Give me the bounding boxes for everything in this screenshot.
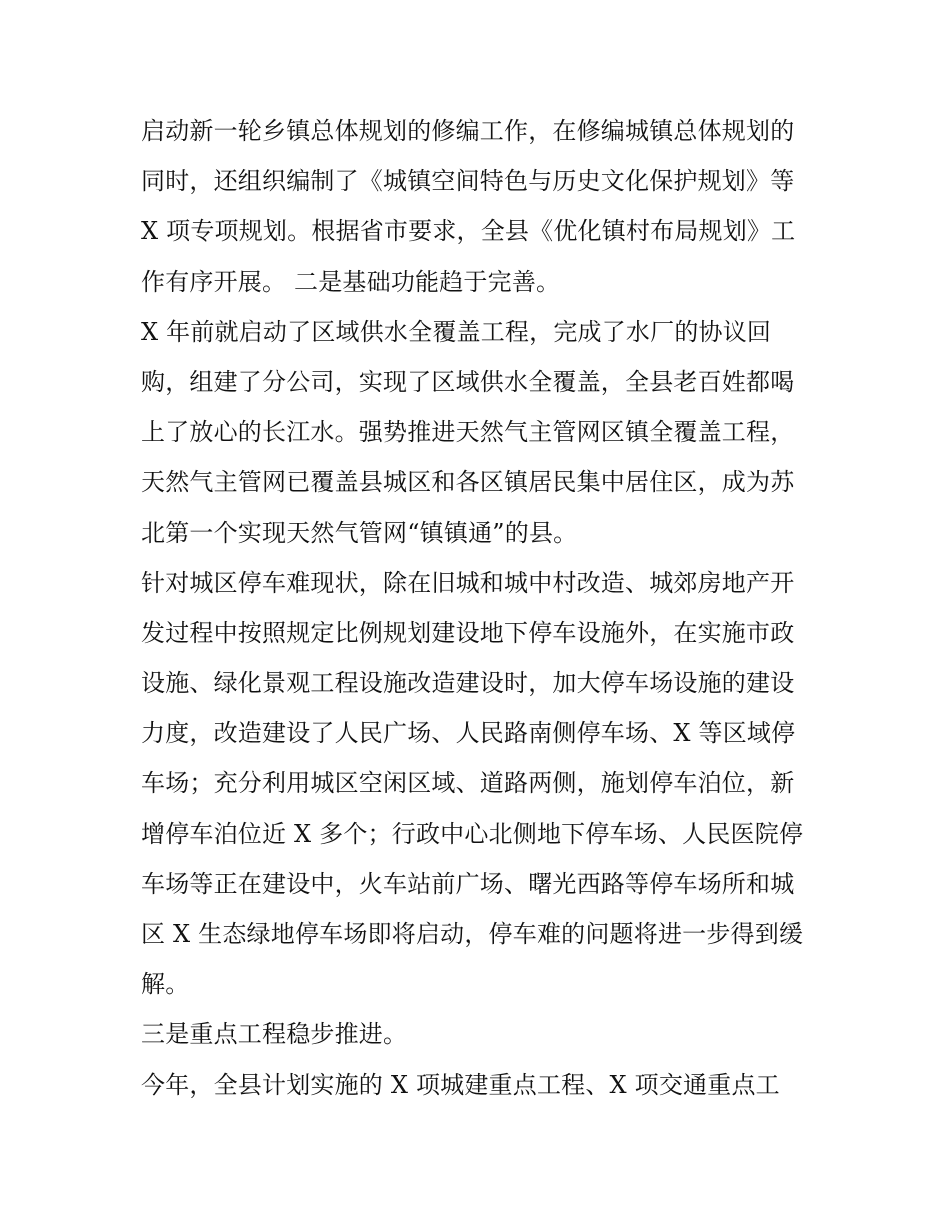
text-line: 三是重点工程稳步推进。 [141,1020,408,1049]
body-text [141,106,821,1110]
text-line: 车场；充分利用城区空闲区域、道路两侧，施划停车泊位，新 [141,769,795,798]
text-line: 针对城区停车难现状，除在旧城和城中村改造、城郊房地产开 [141,568,795,597]
text-line: 发过程中按照规定比例规划建设地下停车设施外，在实施市政 [141,618,795,647]
text-line: 同时，还组织编制了《城镇空间特色与历史文化保护规划》等 [141,167,795,196]
text-line: 作有序开展。 二是基础功能趋于完善。 [141,267,561,296]
text-line: 天然气主管网已覆盖县城区和各区镇居民集中居住区，成为苏 [141,468,795,497]
text-line: 解。 [141,970,190,999]
text-line: X 年前就启动了区域供水全覆盖工程，完成了水厂的协议回 [141,317,772,346]
text-line: 设施、绿化景观工程设施改造建设时，加大停车场设施的建设 [141,669,795,698]
text-line: 区 X 生态绿地停车场即将启动，停车难的问题将进一步得到缓 [141,920,804,948]
text-line: X 项专项规划。根据省市要求，全县《优化镇村布局规划》工 [141,217,796,246]
text-line: 今年，全县计划实施的 X 项城建重点工程、X 项交通重点工 [141,1070,780,1099]
text-line: 增停车泊位近 X 多个；行政中心北侧地下停车场、人民医院停 [141,819,804,848]
text-line: 启动新一轮乡镇总体规划的修编工作，在修编城镇总体规划的 [141,117,795,145]
text-line: 北第一个实现天然气管网“镇镇通”的县。 [141,518,578,547]
text-line: 上了放心的长江水。强势推进天然气主管网区镇全覆盖工程， [141,418,795,447]
text-line: 购，组建了分公司，实现了区域供水全覆盖，全县老百姓都喝 [141,367,795,396]
text-line: 车场等正在建设中，火车站前广场、曙光西路等停车场所和城 [141,869,795,898]
text-line: 力度，改造建设了人民广场、人民路南侧停车场、X 等区域停 [141,719,796,748]
